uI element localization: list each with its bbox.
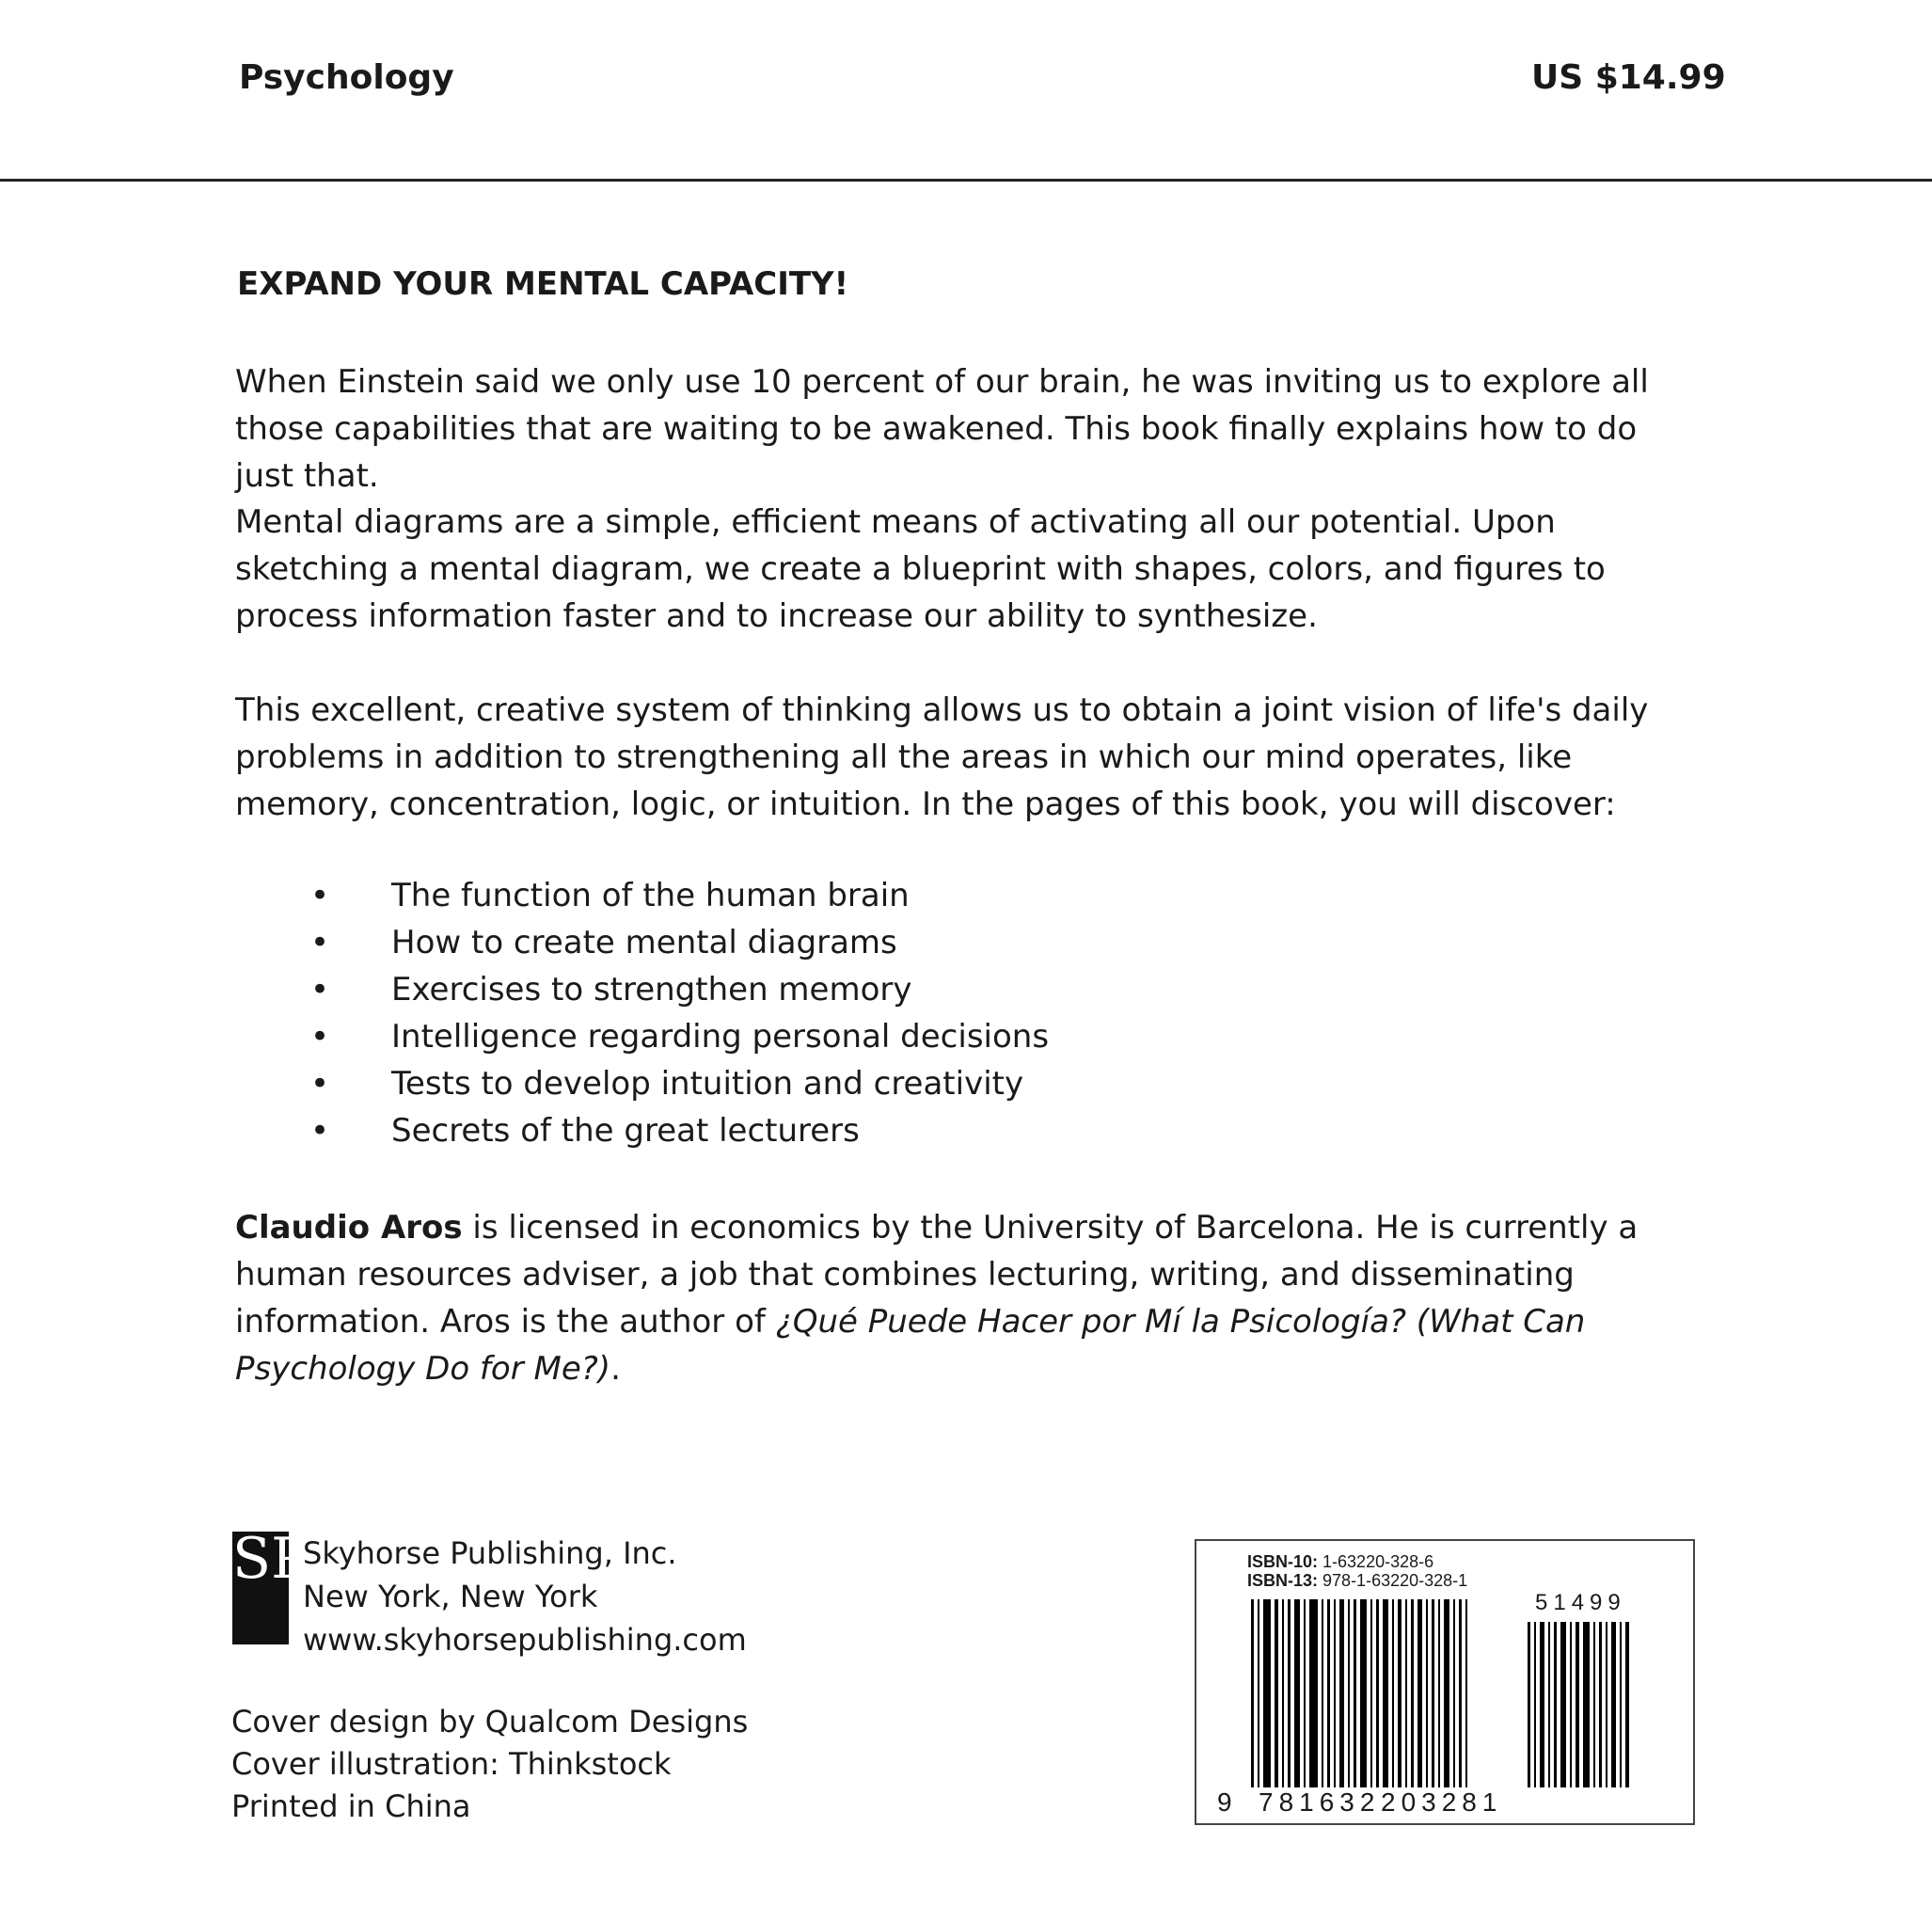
publisher-info — [303, 1532, 747, 1661]
author-bio: Claudio Aros is licensed in economics by the University of Barcelona. He is currently a human resources adviser, a job that combines lecturing, writing, and disseminating information. Aros is the author of ¿Qué Puede Hacer por Mí la Psicología? (What Can Psychology Do for Me?). — [235, 1209, 1639, 1388]
barcode-bars-icon — [1251, 1599, 1471, 1787]
bullet-list — [310, 872, 1049, 1154]
price-barcode-bars-icon — [1528, 1622, 1633, 1787]
cover-design-credit: Cover design by Qualcom Designs — [231, 1704, 749, 1739]
list-item: • Secrets of the great lecturers — [310, 1107, 1049, 1154]
publisher-logo-icon: SP — [232, 1532, 289, 1644]
isbn-barcode: ISBN-10: 1-63220-328-6 ISBN-13: 978-1-63220-328-1 51499 9 781632 203281 — [1195, 1539, 1695, 1825]
paragraph-2: Mental diagrams are a simple, efficient means of activating all our potential. Upon sketching a mental diagram, we create a blueprint with shapes, colors, and figures to process information faster and to increase our ability to synthesize. — [235, 503, 1606, 635]
header-divider — [0, 179, 1932, 182]
list-item: • Intelligence regarding personal decisions — [310, 1013, 1049, 1060]
list-item: • Exercises to strengthen memory — [310, 966, 1049, 1013]
isbn-10: 1-63220-328-6 — [1322, 1552, 1434, 1571]
paragraph-1: When Einstein said we only use 10 percent of our brain, he was inviting us to explore all those capabilities that are waiting to be awakened. This book finally explains how to do just that. — [235, 363, 1649, 495]
main-heading: EXPAND YOUR MENTAL CAPACITY! — [237, 265, 849, 303]
publisher-website[interactable]: www.skyhorsepublishing.com — [303, 1622, 747, 1658]
publisher-location: New York, New York — [303, 1579, 598, 1614]
list-item: • How to create mental diagrams — [310, 919, 1049, 966]
category-label: Psychology — [239, 58, 454, 97]
price-code: 51499 — [1535, 1590, 1626, 1615]
author-name: Claudio Aros — [235, 1209, 463, 1247]
book-title: ¿Qué Puede Hacer por Mí la Psicología? (What Can Psychology Do for Me?) — [235, 1303, 1586, 1388]
list-item: • The function of the human brain — [310, 872, 1049, 919]
publisher-name: Skyhorse Publishing, Inc. — [303, 1535, 677, 1571]
printed-in: Printed in China — [231, 1788, 471, 1824]
isbn-13: 978-1-63220-328-1 — [1322, 1571, 1468, 1590]
cover-illustration-credit: Cover illustration: Thinkstock — [231, 1746, 672, 1782]
list-item: • Tests to develop intuition and creativity — [310, 1060, 1049, 1107]
paragraph-3: This excellent, creative system of thinking allows us to obtain a joint vision of life's daily problems in addition to strengthening all the areas in which our mind operates, like memory, concentration, logic, or intuition. In the pages of this book, you will discover: — [235, 691, 1649, 823]
price-label: US $14.99 — [1531, 58, 1726, 97]
credits — [231, 1701, 748, 1828]
